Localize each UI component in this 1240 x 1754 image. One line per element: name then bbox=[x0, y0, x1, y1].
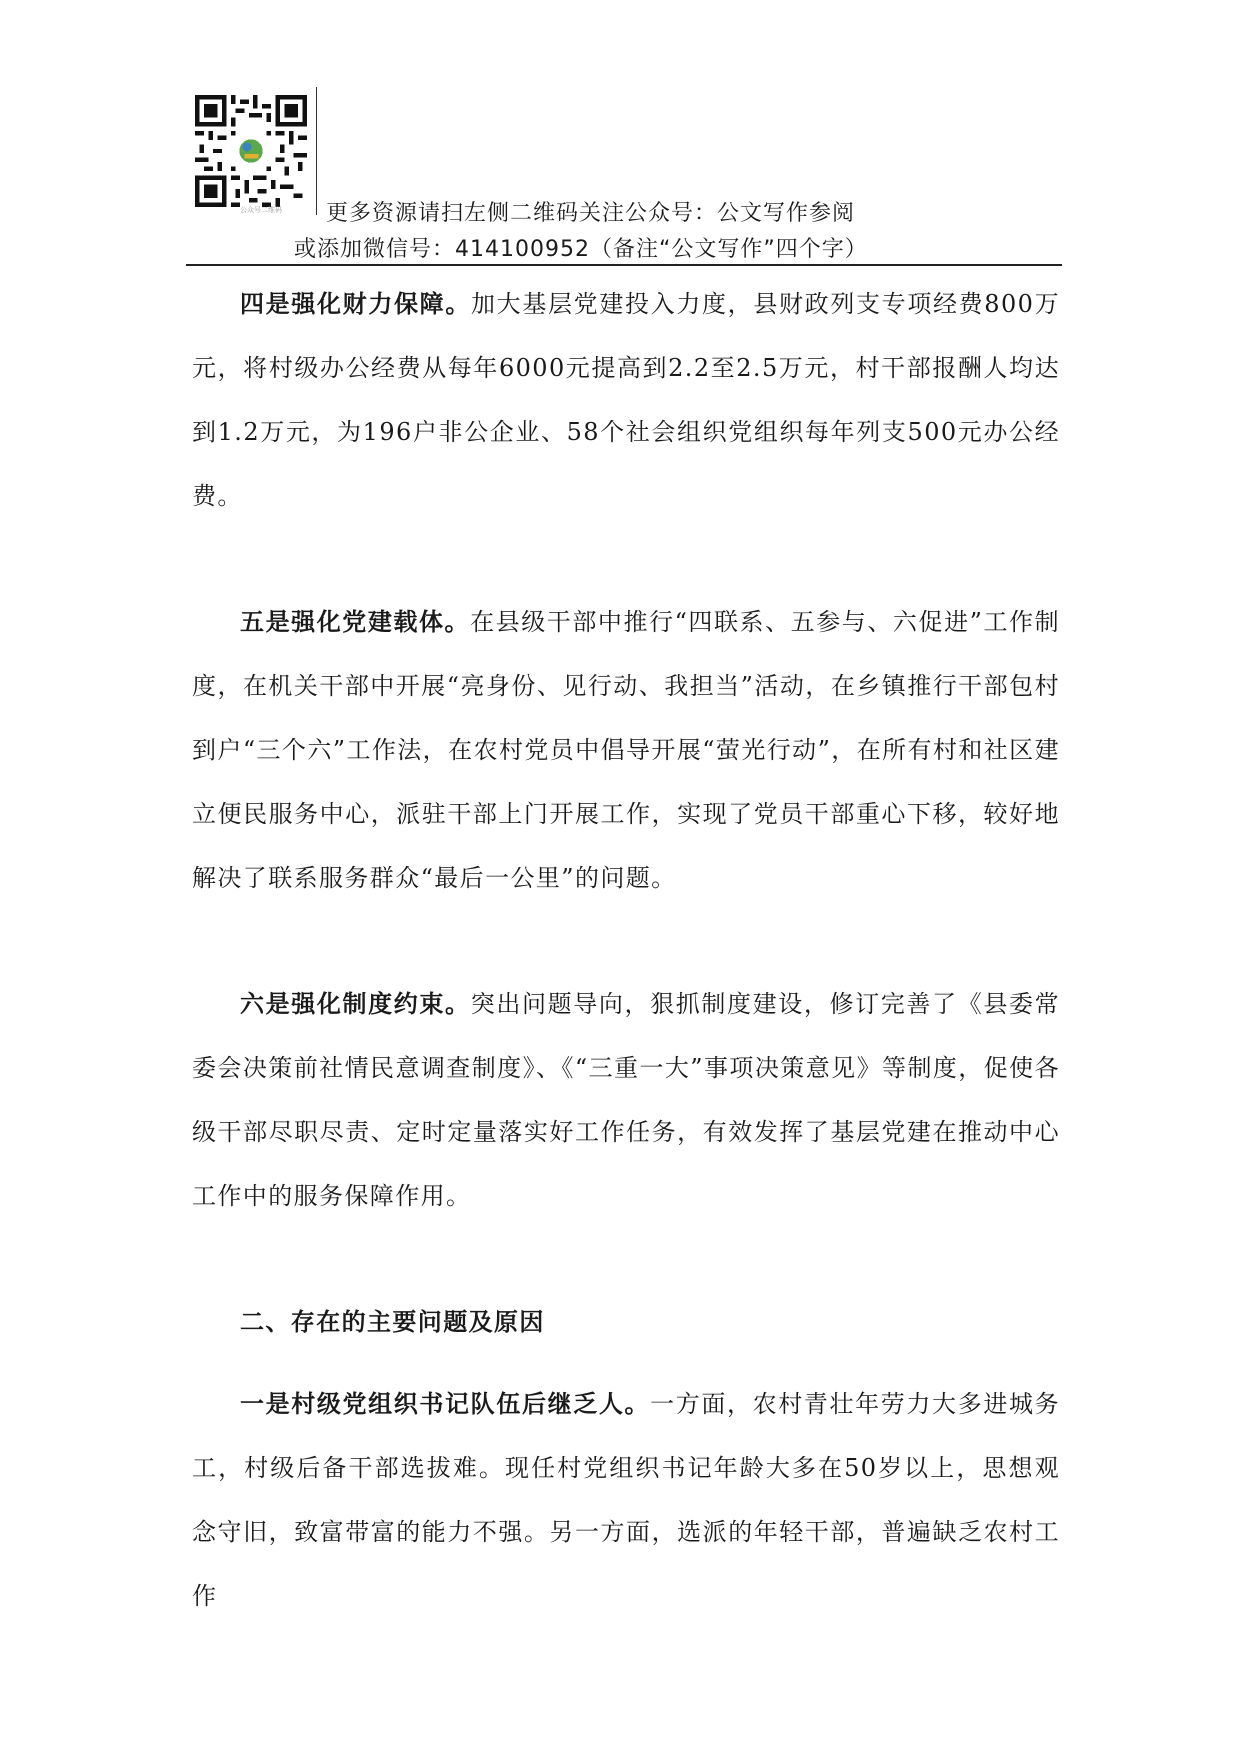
qr-caption: 公众号二维码 bbox=[240, 206, 282, 214]
paragraph-carrier bbox=[192, 590, 1060, 910]
paragraph-lead: 六是强化制度约束。 bbox=[240, 990, 471, 1018]
paragraph-body: 一方面，农村青壮年劳力大多进城务工，村级后备干部选拔难。现任村党组织书记年龄大多在50岁以上，思想观念守旧，致富带富的能力不强。另一方面，选派的年轻干部，普遍缺乏农村工作 bbox=[192, 1390, 1060, 1610]
document-body bbox=[192, 272, 1060, 1628]
header-divider-horizontal bbox=[186, 264, 1062, 266]
document-header bbox=[190, 95, 1060, 263]
paragraph-body: 在县级干部中推行“四联系、五参与、六促进”工作制度，在机关干部中开展“亮身份、见行动、我担当”活动，在乡镇推行干部包村到户“三个六”工作法，在农村党员中倡导开展“萤光行动”，在所有村和社区建立便民服务中心，派驻干部上门开展工作，实现了党员干部重心下移，较好地解决了联系服务群众“最后一公里”的问题。 bbox=[192, 608, 1060, 892]
paragraph-lead: 五是强化党建载体。 bbox=[240, 608, 471, 636]
paragraph-finance bbox=[192, 272, 1060, 528]
paragraph-lead: 四是强化财力保障。 bbox=[240, 290, 471, 318]
header-text-line1: 更多资源请扫左侧二维码关注公众号：公文写作参阅 bbox=[326, 201, 856, 226]
paragraph-body: 突出问题导向，狠抓制度建设，修订完善了《县委常委会决策前社情民意调查制度》、《“三重一大”事项决策意见》等制度，促使各级干部尽职尽责、定时定量落实好工作任务，有效发挥了基层党建在推动中心工作中的服务保障作用。 bbox=[192, 990, 1060, 1210]
header-divider-vertical bbox=[316, 87, 317, 215]
section-heading: 二、存在的主要问题及原因 bbox=[240, 1308, 545, 1336]
paragraph-problem-one bbox=[192, 1372, 1060, 1628]
header-text-line2: 或添加微信号：414100952（备注“公文写作”四个字） bbox=[294, 237, 868, 262]
paragraph-lead: 一是村级党组织书记队伍后继乏人。 bbox=[240, 1390, 651, 1418]
paragraph-system bbox=[192, 972, 1060, 1228]
qr-code-icon[interactable] bbox=[195, 95, 307, 207]
paragraph-body: 加大基层党建投入力度，县财政列支专项经费800万元，将村级办公经费从每年6000元提高到2.2至2.5万元，村干部报酬人均达到1.2万元，为196户非公企业、58个社会组织党组织每年列支500元办公经费。 bbox=[192, 290, 1060, 510]
